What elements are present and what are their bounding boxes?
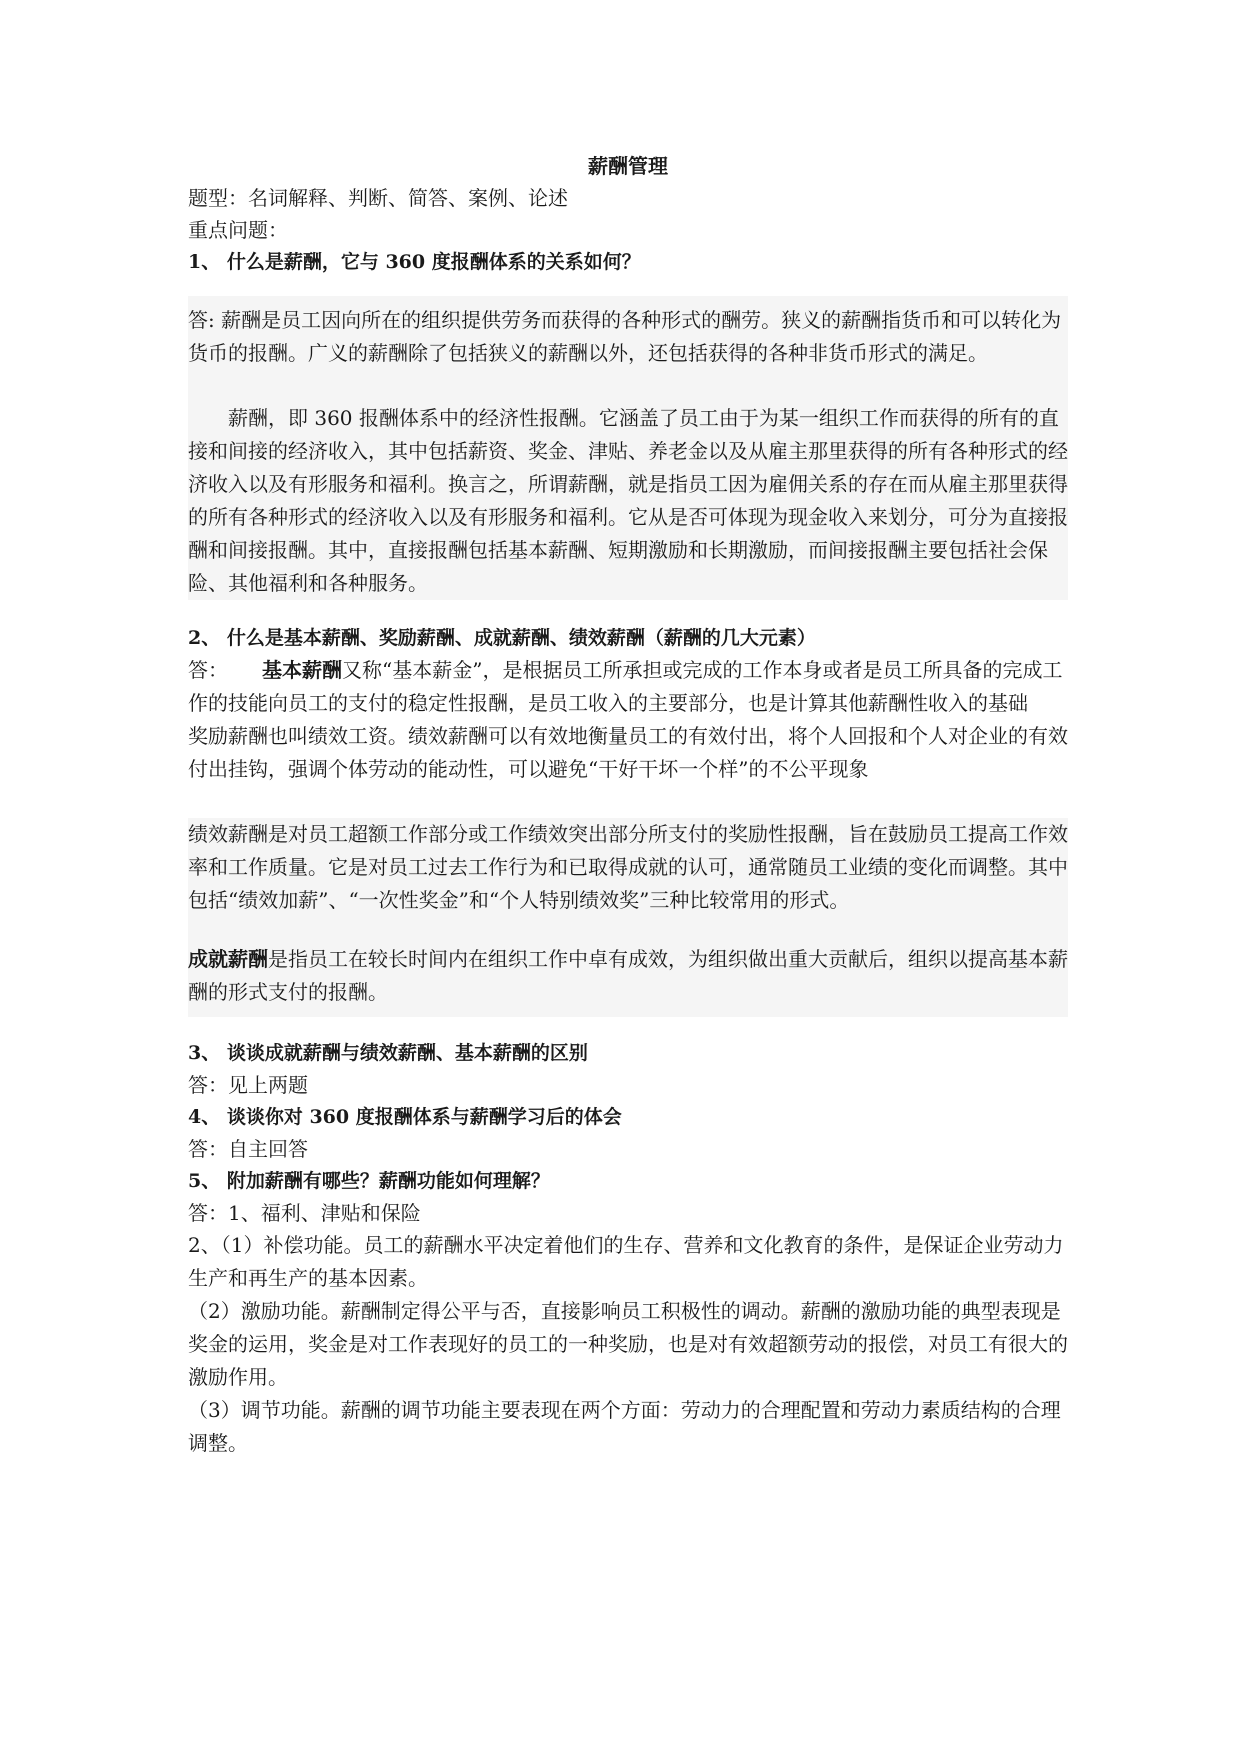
- answer-2-performance: 绩效薪酬是对员工超额工作部分或工作绩效突出部分所支付的奖励性报酬，旨在鼓励员工提高工作效率和工作质量。它是对员工过去工作行为和已取得成就的认可，通常随员工业绩的变化而调整。其中包括“绩效加薪”、“一次性奖金”和“个人特别绩效奖”三种比较常用的形式。: [188, 822, 1068, 912]
- achievement-pay-term: 成就薪酬: [188, 947, 268, 971]
- answer-1-block: [188, 296, 1068, 600]
- answer-5-item-2: 2、（1）补偿功能。员工的薪酬水平决定着他们的生存、营养和文化教育的条件，是保证企业劳动力生产和再生产的基本因素。: [188, 1233, 1064, 1290]
- answer-2-achievement: [188, 943, 1068, 1009]
- answer-2-shaded-block: [188, 818, 1068, 1017]
- answer-2-prefix: 答：: [188, 658, 228, 682]
- question-5: 5、 附加薪酬有哪些？薪酬功能如何理解？: [188, 1170, 550, 1192]
- focus-heading: 重点问题：: [188, 218, 288, 242]
- question-4: 4、 谈谈你对 360 度报酬体系与薪酬学习后的体会: [188, 1106, 622, 1128]
- question-2: 2、 什么是基本薪酬、奖励薪酬、成就薪酬、绩效薪酬（薪酬的几大元素）: [188, 627, 816, 649]
- answer-4: 答：自主回答: [188, 1137, 308, 1161]
- answer-2-reward: 奖励薪酬也叫绩效工资。绩效薪酬可以有效地衡量员工的有效付出，将个人回报和个人对企业的有效付出挂钩，强调个体劳动的能动性，可以避免“干好干坏一个样”的不公平现象: [188, 724, 1068, 781]
- question-types: 题型：名词解释、判断、简答、案例、论述: [188, 186, 568, 210]
- question-1: 1、 什么是薪酬，它与 360 度报酬体系的关系如何？: [188, 251, 641, 273]
- answer-1-paragraph-1: 答: 薪酬是员工因向所在的组织提供劳务而获得的各种形式的酬劳。狭义的薪酬指货币和可以转化为货币的报酬。广义的薪酬除了包括狭义的薪酬以外，还包括获得的各种非货币形式的满足。: [188, 308, 1062, 365]
- basic-pay-term: 基本薪酬: [262, 658, 342, 682]
- answer-1-paragraph-2: 薪酬，即 360 报酬体系中的经济性报酬。它涵盖了员工由于为某一组织工作而获得的所有的直接和间接的经济收入，其中包括薪资、奖金、津贴、养老金以及从雇主那里获得的所有各种形式的经济收入以及有形服务和福利。换言之，所谓薪酬，就是指员工因为雇佣关系的存在而从雇主那里获得的所有各种形式的经济收入以及有形服务和福利。它从是否可体现为现金收入来划分，可分为直接报酬和间接报酬。其中，直接报酬包括基本薪酬、短期激励和长期激励，而间接报酬主要包括社会保险、其他福利和各种服务。: [188, 406, 1068, 595]
- answer-2-basic: [188, 654, 1068, 720]
- document-title: 薪酬管理: [588, 154, 668, 178]
- answer-5-item-1: 答：1、福利、津贴和保险: [188, 1201, 421, 1225]
- basic-pay-text: 又称“基本薪金”，是根据员工所承担或完成的工作本身或者是员工所具备的完成工作的技能向员工的支付的稳定性报酬，是员工收入的主要部分，也是计算其他薪酬性收入的基础: [188, 658, 1063, 715]
- document-content: [188, 150, 1068, 1460]
- question-3: 3、 谈谈成就薪酬与绩效薪酬、基本薪酬的区别: [188, 1042, 588, 1064]
- answer-5-item-4: （3）调节功能。薪酬的调节功能主要表现在两个方面：劳动力的合理配置和劳动力素质结构的合理调整。: [188, 1398, 1061, 1455]
- answer-3: 答：见上两题: [188, 1073, 308, 1097]
- answer-5-item-3: （2）激励功能。薪酬制定得公平与否，直接影响员工积极性的调动。薪酬的激励功能的典型表现是奖金的运用，奖金是对工作表现好的员工的一种奖励，也是对有效超额劳动的报偿，对员工有很大的激励作用。: [188, 1299, 1068, 1389]
- achievement-pay-text: 是指员工在较长时间内在组织工作中卓有成效，为组织做出重大贡献后，组织以提高基本薪酬的形式支付的报酬。: [188, 947, 1068, 1004]
